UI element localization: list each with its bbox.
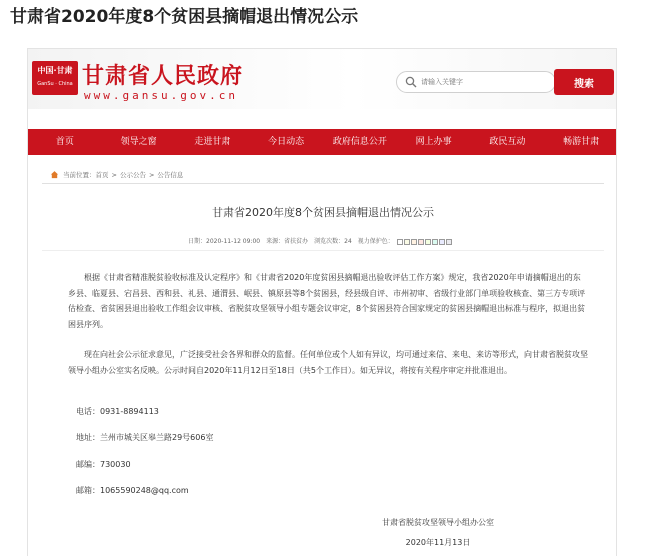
color-swatch[interactable] xyxy=(411,239,417,245)
document-title: 甘肃省2020年度8个贫困县摘帽退出情况公示 xyxy=(212,206,434,219)
color-swatch[interactable] xyxy=(418,239,424,245)
emblem-text: 中国·甘肃 xyxy=(37,66,73,75)
breadcrumb-prefix: 当前位置： xyxy=(63,171,96,179)
breadcrumb-separator: > xyxy=(111,170,117,179)
breadcrumb-current[interactable]: 公告信息 xyxy=(157,171,184,179)
contact-email: 邮箱：1065590248@qq.com xyxy=(76,486,189,495)
signature-date: 2020年11月13日 xyxy=(405,538,471,547)
nav-item-interaction[interactable]: 政民互动 xyxy=(489,137,526,147)
home-icon xyxy=(50,170,59,179)
color-swatch[interactable] xyxy=(432,239,438,245)
nav-item-news[interactable]: 今日动态 xyxy=(268,137,305,147)
main-nav xyxy=(28,129,617,155)
site-name[interactable]: 甘肃省人民政府 xyxy=(82,63,244,89)
site-url: www.gansu.gov.cn xyxy=(84,89,238,102)
screenshot-frame xyxy=(27,48,617,556)
vision-protection-colors: 视力保护色： xyxy=(358,236,452,245)
date-meta: 日期：2020-11-12 09:00 xyxy=(188,238,261,245)
contact-zip: 邮编：730030 xyxy=(76,460,131,469)
nav-item-online-services[interactable]: 网上办事 xyxy=(415,137,452,147)
nav-item-home[interactable]: 首页 xyxy=(55,137,74,147)
color-swatch[interactable] xyxy=(446,239,452,245)
color-swatch[interactable] xyxy=(404,239,410,245)
body-paragraph: 根据《甘肃省精准脱贫验收标准及认定程序》和《甘肃省2020年度贫困县摘帽退出验收评估工作方案》规定，我省2020年申请摘帽退出的东乡县、临夏县、宕昌县、西和县、礼县、通渭县、岷县、镇原县等8个贫困县，经县级自评、市州初审、省级行业部门单项验收核查、第三方专项评估检查、省贫困县退出验收工作组会议审核、省脱贫攻坚领导小组专题会议审定，8个贫困县符合国家规定的贫困县摘帽退出标准与程序，拟退出贫困县序列。 xyxy=(68,273,586,329)
site-header xyxy=(28,49,617,109)
gansu-emblem-logo[interactable] xyxy=(32,61,78,95)
signature-organization: 甘肃省脱贫攻坚领导小组办公室 xyxy=(382,518,494,527)
nav-item-leaders[interactable]: 领导之窗 xyxy=(120,137,157,147)
search-icon xyxy=(405,76,417,88)
divider xyxy=(42,183,604,184)
emblem-subtext: GanSu · China xyxy=(37,81,73,87)
search-input[interactable] xyxy=(421,75,551,89)
contact-address: 地址：兰州市城关区皋兰路29号606室 xyxy=(76,433,214,442)
color-swatch[interactable] xyxy=(425,239,431,245)
divider xyxy=(42,250,604,251)
color-swatch[interactable] xyxy=(439,239,445,245)
breadcrumb xyxy=(50,170,183,179)
source-meta: 来源：省扶贫办 xyxy=(266,238,309,245)
nav-item-tourism[interactable]: 畅游甘肃 xyxy=(563,137,600,147)
nav-item-open-info[interactable]: 政府信息公开 xyxy=(332,137,387,147)
contact-phone: 电话：0931-8894113 xyxy=(76,407,159,416)
body-paragraph: 现在向社会公示征求意见，广泛接受社会各界和群众的监督。任何单位或个人如有异议，均可通过来信、来电、来访等形式，向甘肃省脱贫攻坚领导小组办公室实名反映。公示时间自2020年11月12日至18日（共5个工作日）。如无异议，将按有关程序审定并批准退出。 xyxy=(68,350,588,375)
article-title: 甘肃省2020年度8个贫困县摘帽退出情况公示 xyxy=(10,7,359,27)
search-box[interactable] xyxy=(396,71,556,93)
nav-item-about-gansu[interactable]: 走进甘肃 xyxy=(194,137,231,147)
color-swatch[interactable] xyxy=(397,239,403,245)
views-meta: 浏览次数：24 xyxy=(314,238,352,245)
document-meta xyxy=(188,236,452,245)
breadcrumb-home[interactable]: 首页 xyxy=(95,171,109,179)
search-button[interactable]: 搜索 xyxy=(554,69,614,95)
breadcrumb-notices[interactable]: 公示公告 xyxy=(119,171,146,179)
breadcrumb-separator: > xyxy=(148,170,155,179)
